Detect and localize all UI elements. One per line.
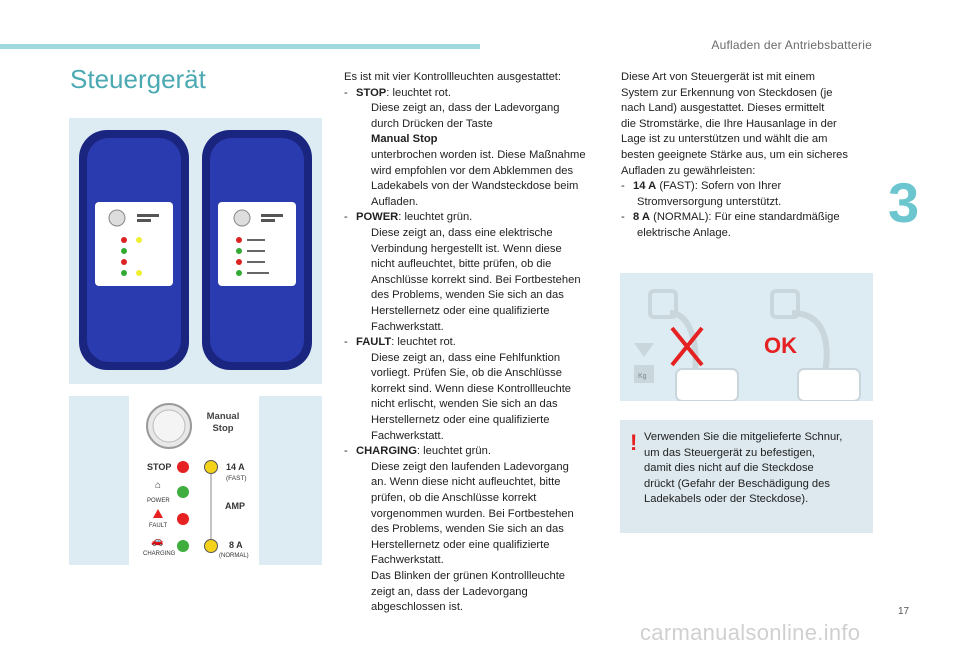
item-fault: - FAULT: leuchtet rot. Diese zeigt an, dass eine Fehlfunktion vorliegt. Prüfen Sie, ob die Anschlüsse korrekt sind. Wenn diese Kontrollleuchte nicht erlischt, wenden Sie sich an das Herstellernetz oder eine qualifizierte Fachwerkstatt. xyxy=(344,336,572,442)
fast-text: (FAST) xyxy=(226,475,247,482)
down-arrow-icon xyxy=(634,343,654,357)
panel-svg xyxy=(69,396,322,565)
chapter-number: 3 xyxy=(888,171,920,234)
plug-mounting-illustration xyxy=(620,273,873,401)
amp-text: AMP xyxy=(225,501,245,511)
fault-text: FAULT xyxy=(149,523,168,529)
ok-label: OK xyxy=(764,333,797,358)
plug-svg xyxy=(620,273,873,401)
item-power: - POWER: leuchtet grün. Diese zeigt an, dass eine elektrische Verbindung hergestellt ist. Wenn diese nicht aufleuchtet, bitte prüfen, ob die Anschlüsse korrekt sind. Bei Fortbestehen des Problems, wenden Sie sich an das Herstellernetz oder eine qualifizierte Fachwerkstatt. xyxy=(344,211,581,333)
charging-led xyxy=(177,540,189,552)
power-text: POWER xyxy=(147,498,170,504)
item-14a: - 14 A (FAST): Sofern von Ihrer Stromversorgung unterstützt. xyxy=(621,180,782,208)
detection-column xyxy=(621,70,891,242)
warning-text: Verwenden Sie die mitgelieferte Schnur, um das Steuergerät zu befestigen, damit dies nicht auf die Steckdose drückt (Gefahr der Beschädigung des Ladekabels oder der Steckdose). xyxy=(644,431,843,506)
manual-label: Manual xyxy=(206,411,240,422)
home-icon: ⌂ xyxy=(155,480,162,491)
14a-text: 14 A xyxy=(226,462,245,472)
control-unit-right xyxy=(202,130,312,370)
stop-label: Stop xyxy=(212,423,234,434)
col3-intro: Diese Art von Steuergerät ist mit einem System zur Erkennung von Steckdosen (je nach Land) ausgestattet. Dieses ermittelt die Stromstärke, die Ihre Hausanlage in der Lage ist zu unterstützen und wählt die am besten geeignete Stärke aus, um ein sicheres Aufladen zu gewährleisten: xyxy=(621,71,848,177)
control-unit-left xyxy=(79,130,189,370)
stop-text: STOP xyxy=(147,462,172,472)
8a-text: 8 A xyxy=(229,540,243,550)
section-title: Aufladen der Antriebsbatterie xyxy=(711,38,872,52)
14a-led xyxy=(205,461,218,474)
item-8a: - 8 A (NORMAL): Für eine standardmäßige elektrische Anlage. xyxy=(621,211,840,239)
charging-text: CHARGING xyxy=(143,551,176,557)
weight-label: Kg xyxy=(638,373,647,380)
control-unit-illustration xyxy=(69,118,322,384)
fault-led xyxy=(177,513,189,525)
warning-box xyxy=(620,420,873,533)
power-led xyxy=(177,486,189,498)
lamp-description-column xyxy=(344,70,604,616)
warning-icon: ! xyxy=(630,430,638,455)
page-number: 17 xyxy=(898,606,910,617)
footer-watermark: carmanualsonline.info xyxy=(640,620,861,645)
control-units-svg xyxy=(69,118,322,384)
stop-led xyxy=(177,461,189,473)
top-accent-bar xyxy=(0,44,480,49)
item-charging: - CHARGING: leuchtet grün. Diese zeigt den laufenden Ladevorgang an. Wenn diese nicht aufleuchtet, bitte prüfen, ob die Anschlüsse korrekt vorgenommen wurden. Bei Fortbestehen des Problems, wenden Sie sich an das Herstellernetz oder eine qualifizierte Fachwerkstatt. Das Blinken der grünen Kontrollleuchte zeigt an, dass der Ladevorgang abgeschlossen ist. xyxy=(344,445,574,614)
car-icon: 🚗 xyxy=(151,536,164,547)
8a-led xyxy=(205,540,218,553)
page-title: Steuergerät xyxy=(70,64,206,94)
item-stop: - STOP: leuchtet rot. Diese zeigt an, dass der Ladevorgang durch Drücken der Taste Manual Stop unterbrochen worden ist. Diese Maßnahme wird empfohlen vor dem Abklemmen des Ladekabels von der Wandsteckdose beim Aufladen. xyxy=(344,86,586,208)
col2-intro: Es ist mit vier Kontrollleuchten ausgestattet: xyxy=(344,71,562,83)
control-panel-detail xyxy=(69,396,322,565)
normal-text: (NORMAL) xyxy=(219,553,249,559)
